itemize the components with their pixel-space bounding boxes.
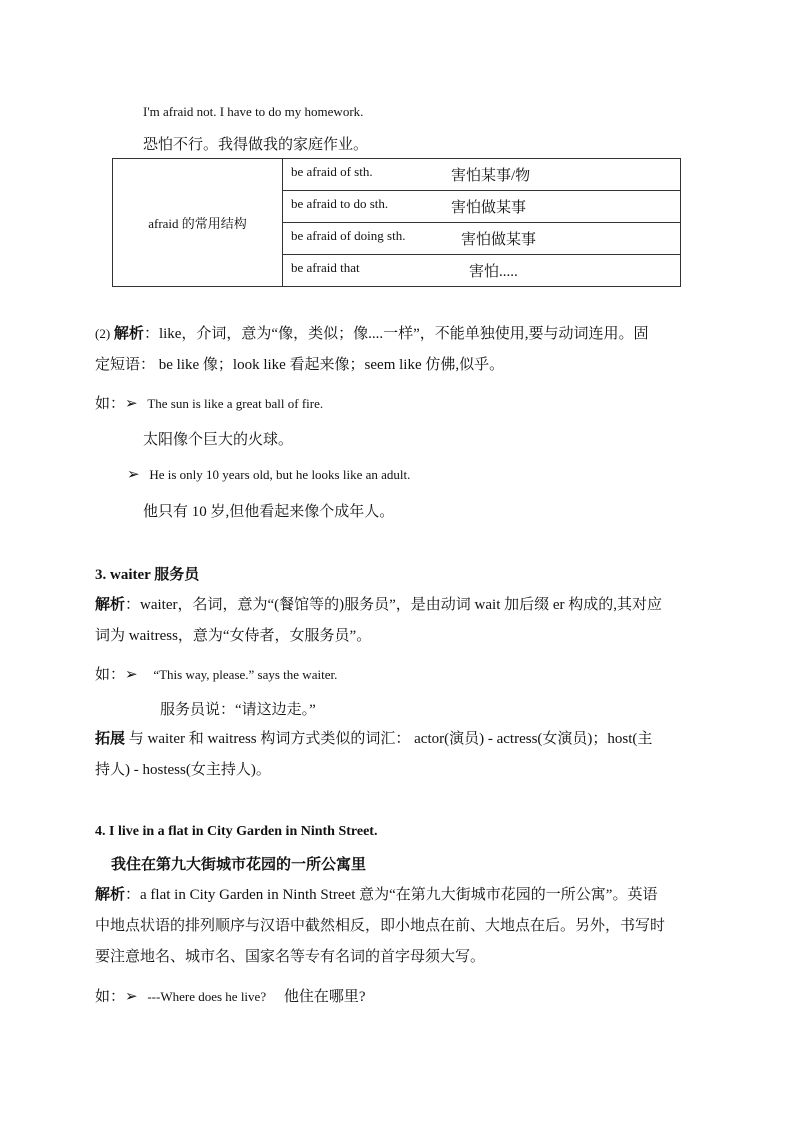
bullet-arrow-icon: ➢ (125, 989, 138, 1005)
bullet-arrow-icon: ➢ (125, 396, 138, 412)
example-chinese: 服务员说：“请这边走。” (160, 702, 316, 718)
afraid-structure-table (112, 158, 681, 287)
flat-explanation: 解析：a flat in City Garden in Ninth Street 意为“在第九大街城市花园的一所公寓”。英语 中地点状语的排列顺序与汉语中截然相反，即小地点在前、大地点在后。另外，书写时 要注意地名、城市名、国家名等专有名词的首字母须大写。 (95, 887, 666, 965)
bullet-arrow-icon: ➢ (127, 467, 140, 483)
table-row (113, 159, 681, 191)
example-chinese: 恐怕不行。我得做我的家庭作业。 (143, 137, 369, 153)
like-explanation: (2) 解析：like，介词，意为“像，类似；像....一样”，不能单独使用,要与动词连用。固 定短语： be like 像；look like 看起来像；seem like 仿佛,似乎。 (95, 326, 649, 373)
section-subtitle: 我住在第九大街城市花园的一所公寓里 (111, 857, 367, 873)
table-header-cell: afraid 的常用结构 (113, 159, 283, 287)
waiter-explanation: 解析：waiter，名词，意为“(餐馆等的)服务员”，是由动词 wait 加后缀 er 构成的,其对应 词为 waitress，意为“女侍者，女服务员”。 (95, 597, 663, 644)
section-title: 4. I live in a flat in City Garden in Ninth Street. (95, 824, 378, 839)
bullet-arrow-icon: ➢ (125, 667, 138, 683)
example-line: 如：➢ The sun is like a great ball of fire. (95, 396, 324, 412)
example-english: I'm afraid not. I have to do my homework. (143, 104, 364, 119)
table-cell: be afraid to do sth. 害怕做某事 (283, 191, 681, 223)
example-chinese: 太阳像个巨大的火球。 (143, 432, 294, 448)
example-line: 如：➢ “This way, please.” says the waiter. (95, 667, 338, 683)
example-line: ➢ He is only 10 years old, but he looks like an adult. (127, 467, 411, 483)
table-cell: be afraid of doing sth. 害怕做某事 (283, 223, 681, 255)
section-title: 3. waiter 服务员 (95, 567, 200, 583)
example-line: 如：➢ ---Where does he live? 他住在哪里? (95, 989, 366, 1005)
extension-note: 拓展 与 waiter 和 waitress 构词方式类似的词汇： actor(演员) - actress(女演员)；host(主 持人) - hostess(女主持人)。 (95, 731, 653, 778)
example-chinese: 他只有 10 岁,但他看起来像个成年人。 (143, 504, 395, 520)
table-cell: be afraid of sth. 害怕某事/物 (283, 159, 681, 191)
table-cell: be afraid that 害怕..... (283, 255, 681, 287)
